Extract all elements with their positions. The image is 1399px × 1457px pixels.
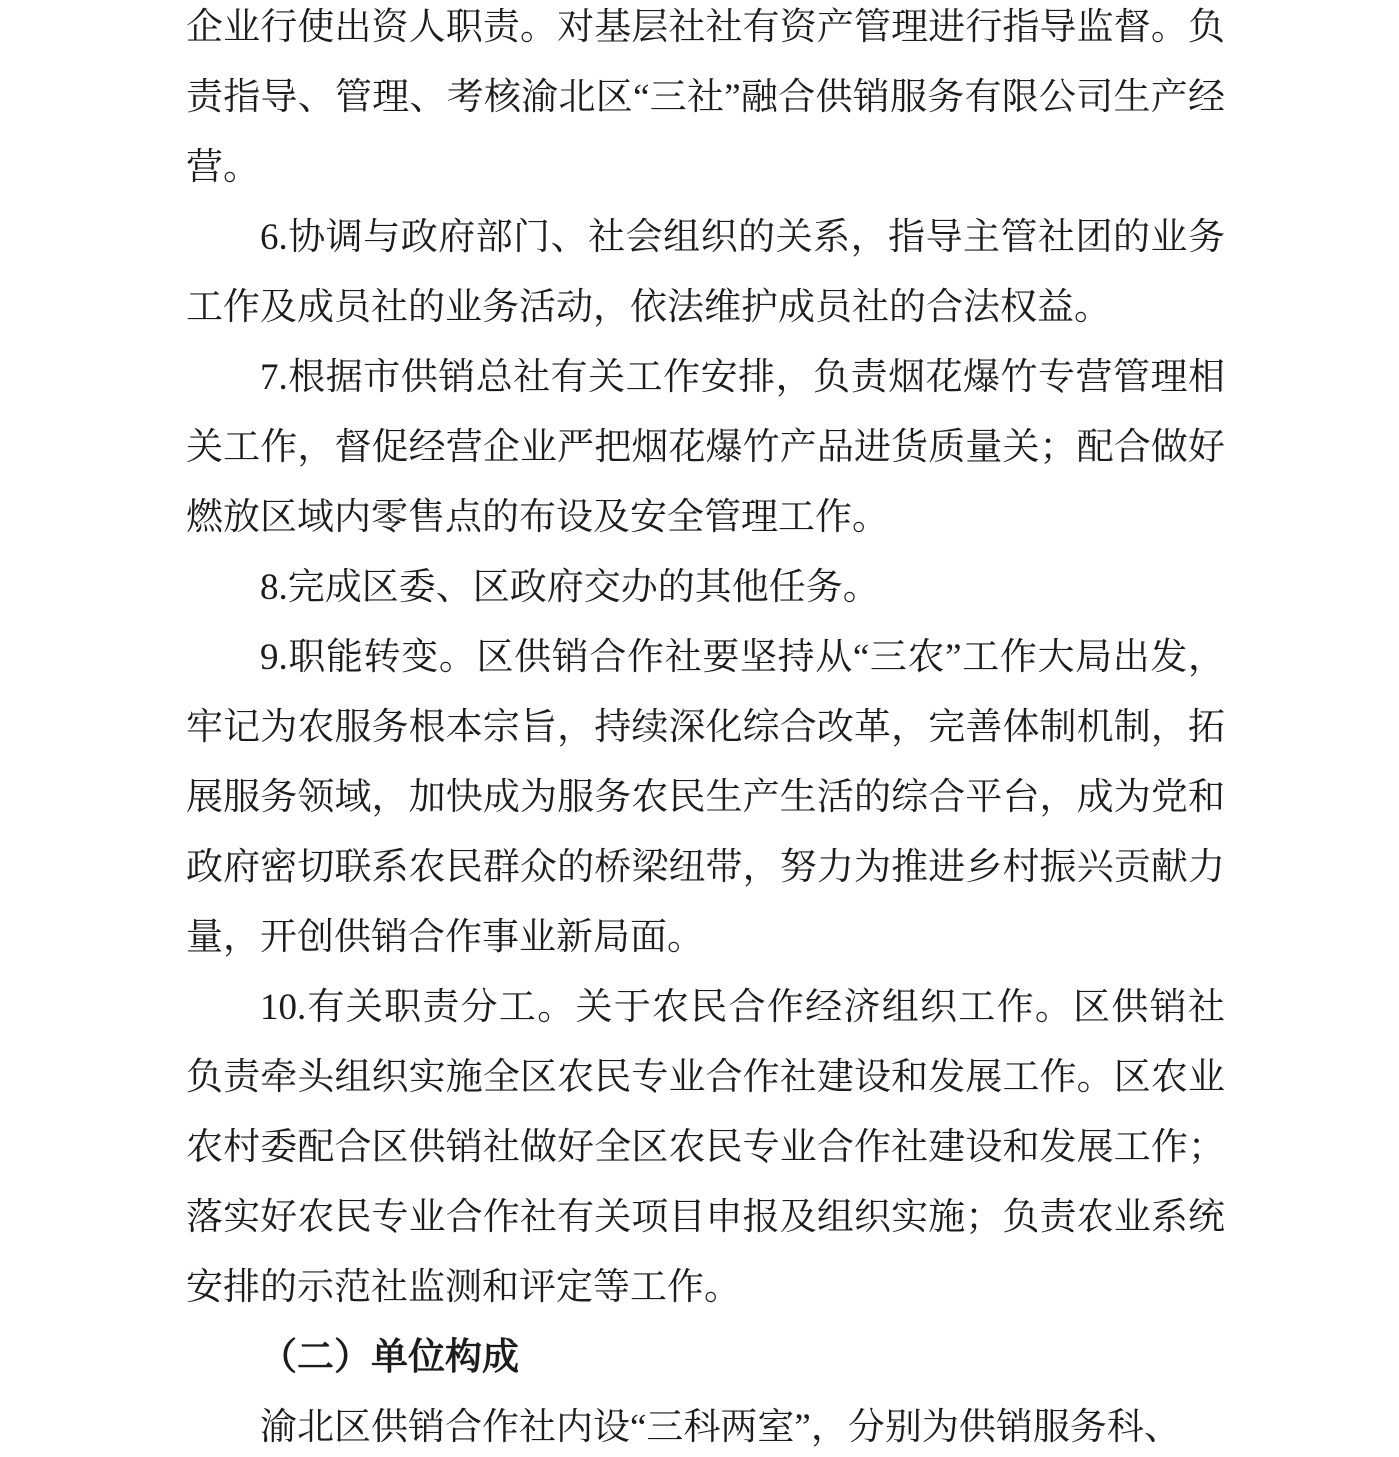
paragraph-3: 7.根据市供销总社有关工作安排，负责烟花爆竹专营管理相关工作，督促经营企业严把烟花爆竹产品进货质量关；配合做好燃放区域内零售点的布设及安全管理工作。 [186,357,1225,538]
paragraph-4: 8.完成区委、区政府交办的其他任务。 [260,567,880,608]
paragraph-6: 10.有关职责分工。关于农民合作经济组织工作。区供销社负责牵头组织实施全区农民专业合作社建设和发展工作。区农业农村委配合区供销社做好全区农民专业合作社建设和发展工作；落实好农民专业合作社有关项目申报及组织实施；负责农业系统安排的示范社监测和评定等工作。 [186,987,1225,1308]
paragraph-8: 渝北区供销合作社内设“三科两室”，分别为供销服务科、 [260,1407,1181,1448]
paragraph-1: 企业行使出资人职责。对基层社社有资产管理进行指导监督。负责指导、管理、考核渝北区“三社”融合供销服务有限公司生产经营。 [186,7,1225,188]
paragraph-5: 9.职能转变。区供销合作社要坚持从“三农”工作大局出发，牢记为农服务根本宗旨，持续深化综合改革，完善体制机制，拓展服务领域，加快成为服务农民生产生活的综合平台，成为党和政府密切联系农民群众的桥梁纽带，努力为推进乡村振兴贡献力量，开创供销合作事业新局面。 [186,637,1225,958]
document-body [186,0,1225,1457]
paragraph-2: 6.协调与政府部门、社会组织的关系，指导主管社团的业务工作及成员社的业务活动，依法维护成员社的合法权益。 [186,217,1225,328]
section-heading: （二）单位构成 [260,1337,519,1378]
